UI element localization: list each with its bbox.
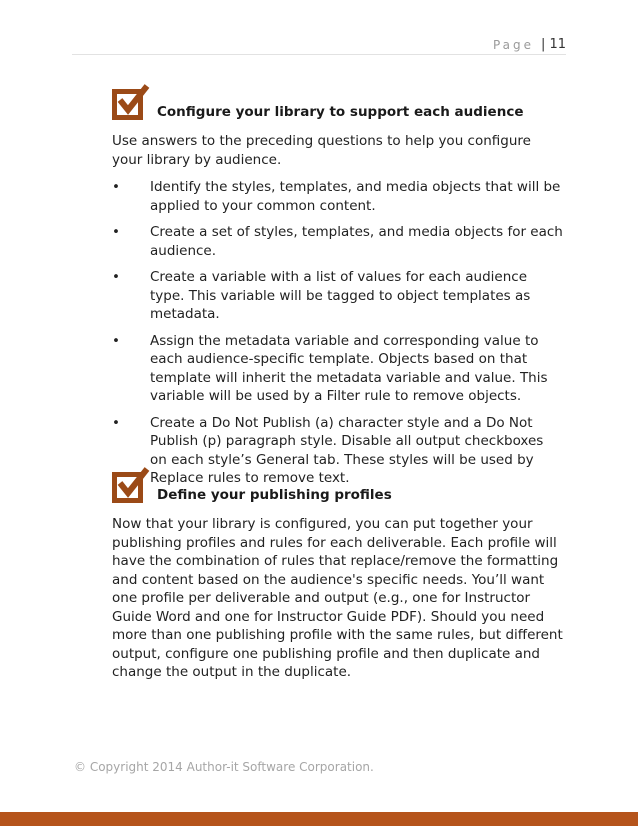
checkbox-check-icon xyxy=(112,84,150,120)
section-heading-row xyxy=(112,84,564,124)
list-item: • Create a variable with a list of values for each audience type. This variable will be tagged to object templates as metadata. xyxy=(112,269,531,322)
header-divider xyxy=(72,54,566,55)
section-publishing-profiles xyxy=(112,467,564,682)
copyright-footer: © Copyright 2014 Author-it Software Corporation. xyxy=(74,760,374,774)
checkbox-check-icon xyxy=(112,467,150,503)
list-item: • Assign the metadata variable and corresponding value to each audience-specific template. Objects based on that template will inherit the metadata variable and value. This variable will be used by a Filter rule to remove objects. xyxy=(112,332,548,404)
list-item: • Create a set of styles, templates, and media objects for each audience. xyxy=(112,224,563,259)
section-configure-library xyxy=(112,84,564,488)
section-heading-row xyxy=(112,467,564,507)
footer-accent-bar xyxy=(0,812,638,826)
list-item: • Identify the styles, templates, and media objects that will be applied to your common content. xyxy=(112,179,561,214)
bullet-list xyxy=(112,178,564,488)
section-heading: Define your publishing profiles xyxy=(157,487,392,503)
page-label: Page xyxy=(492,38,534,52)
section-intro: Use answers to the preceding questions to help you configure your library by audience. xyxy=(112,133,531,168)
page-header xyxy=(0,0,638,60)
page-number: | 11 xyxy=(540,37,566,52)
list-item: • Create a Do Not Publish (a) character style and a Do Not Publish (p) paragraph style. Disable all output checkboxes on each style’s General tab. These styles will be used by Replace rules to remove text. xyxy=(112,414,544,486)
section-heading: Configure your library to support each audience xyxy=(157,104,524,120)
section-body: Now that your library is configured, you can put together your publishing profiles and rules for each deliverable. Each profile will have the combination of rules that replace/remove the formatting and content based on the audience's specific needs. You’ll want one profile per deliverable and output (e.g., one for Instructor Guide Word and one for Instructor Guide PDF). Should you need more than one publishing profile with the same rules, but different output, configure one publishing profile and then duplicate and change the output in the duplicate. xyxy=(112,516,563,680)
